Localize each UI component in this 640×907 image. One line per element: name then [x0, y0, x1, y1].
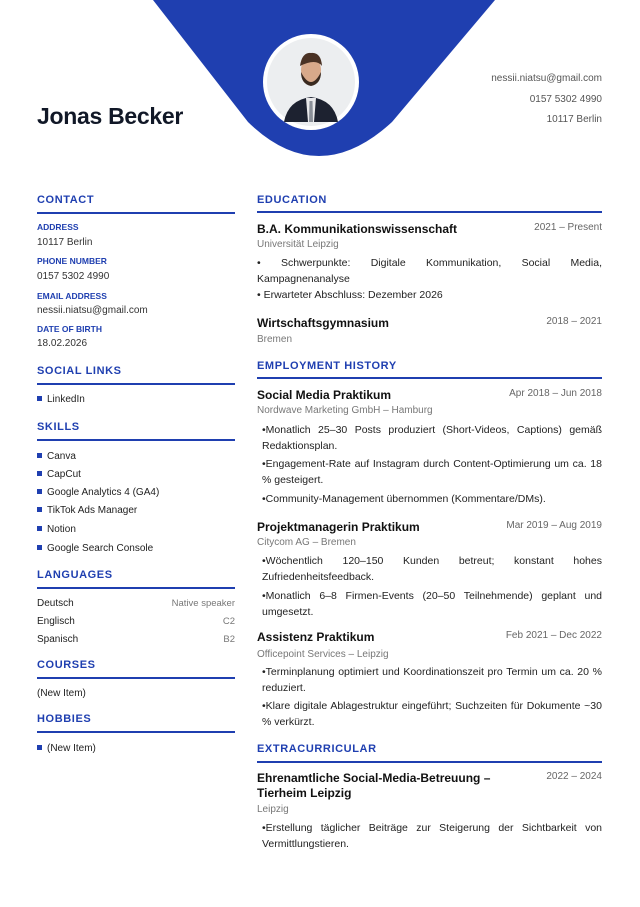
bullet-square-icon: [37, 545, 42, 550]
employment-heading: EMPLOYMENT HISTORY: [257, 360, 397, 372]
job-company: Nordwave Marketing GmbH – Hamburg: [257, 405, 433, 416]
education-bullet: • Schwerpunkte: Digitale Kommunikation, Social Media, Kampagnenanalyse: [257, 257, 602, 285]
divider: [257, 211, 602, 213]
activity-title: Ehrenamtliche Social-Media-Betreuung – Tierheim Leipzig: [257, 771, 491, 800]
dob-value: 18.02.2026: [37, 338, 88, 349]
hobbies-heading: HOBBIES: [37, 713, 92, 725]
job-company: Citycom AG – Bremen: [257, 537, 356, 548]
job-title: Social Media Praktikum: [257, 388, 392, 402]
job-bullet: •Engagement-Rate auf Instagram durch Content-Optimierung um ca. 18 % gesteigert.: [262, 458, 602, 486]
education-bullet: • Erwarteter Abschluss: Dezember 2026: [257, 289, 443, 301]
skill-item: Google Search Console: [37, 543, 153, 554]
job-title: Assistenz Praktikum: [257, 630, 375, 644]
education-heading: EDUCATION: [257, 194, 327, 206]
skills-heading: SKILLS: [37, 421, 80, 433]
divider: [37, 731, 235, 733]
divider: [37, 677, 235, 679]
skill-item: CapCut: [37, 469, 81, 480]
hobby-item: (New Item): [37, 743, 96, 754]
job-bullet: •Klare digitale Ablagestruktur eingeführt; Suchzeiten für Dokumente ~30 % verkürzt.: [262, 700, 602, 728]
phone-label: PHONE NUMBER: [37, 256, 107, 266]
job-title: Projektmanagerin Praktikum: [257, 520, 420, 534]
extracurricular-heading: EXTRACURRICULAR: [257, 743, 377, 755]
divider: [37, 587, 235, 589]
divider: [257, 377, 602, 379]
social-link-linkedin[interactable]: LinkedIn: [37, 394, 85, 405]
header-phone: 0157 5302 4990: [529, 94, 602, 105]
courses-heading: COURSES: [37, 659, 96, 671]
bullet-square-icon: [37, 396, 42, 401]
job-bullet: •Monatlich 25–30 Posts produziert (Short-Videos, Captions) gemäß Redaktionsplan.: [262, 424, 602, 452]
activity-bullet: •Erstellung täglicher Beiträge zur Steigerung der Sichtbarkeit von Vermittlungstieren.: [262, 822, 602, 850]
header-shape: [0, 0, 640, 180]
skill-item: Notion: [37, 524, 76, 535]
address-label: ADDRESS: [37, 222, 79, 232]
education-title: B.A. Kommunikationswissenschaft: [257, 222, 458, 236]
divider: [257, 761, 602, 763]
address-value: 10117 Berlin: [37, 237, 93, 248]
divider: [37, 383, 235, 385]
candidate-name: Jonas Becker: [37, 103, 183, 129]
phone-value: 0157 5302 4990: [37, 271, 110, 282]
bullet-square-icon: [37, 471, 42, 476]
job-bullet: •Monatlich 6–8 Firmen-Events (20–50 Teilnehmende) geplant und umgesetzt.: [262, 590, 602, 618]
education-title: Wirtschaftsgymnasium: [257, 316, 389, 330]
education-school: Universität Leipzig: [257, 239, 339, 250]
bullet-square-icon: [37, 526, 42, 531]
education-date: 2018 – 2021: [546, 316, 602, 327]
language-row: Spanisch B2: [37, 634, 235, 645]
languages-heading: LANGUAGES: [37, 569, 113, 581]
email-value: nessii.niatsu@gmail.com: [37, 305, 148, 316]
bullet-square-icon: [37, 745, 42, 750]
language-row: Englisch C2: [37, 616, 235, 627]
skill-item: TikTok Ads Manager: [37, 505, 137, 516]
skill-item: Canva: [37, 451, 76, 462]
job-bullet: •Terminplanung optimiert und Koordinationszeit pro Termin um ca. 20 % reduziert.: [262, 666, 602, 694]
education-date: 2021 – Present: [534, 222, 602, 233]
job-date: Mar 2019 – Aug 2019: [506, 520, 602, 531]
bullet-square-icon: [37, 453, 42, 458]
activity-location: Leipzig: [257, 804, 289, 815]
bullet-square-icon: [37, 489, 42, 494]
social-links-heading: SOCIAL LINKS: [37, 365, 122, 377]
education-school: Bremen: [257, 334, 293, 345]
header-city: 10117 Berlin: [546, 114, 602, 125]
job-date: Apr 2018 – Jun 2018: [509, 388, 602, 399]
job-company: Officepoint Services – Leipzig: [257, 649, 389, 660]
divider: [37, 439, 235, 441]
skill-item: Google Analytics 4 (GA4): [37, 487, 159, 498]
dob-label: DATE OF BIRTH: [37, 324, 103, 334]
job-bullet: •Community-Management übernommen (Kommentare/DMs).: [262, 493, 546, 505]
language-row: Deutsch Native speaker: [37, 598, 235, 609]
job-date: Feb 2021 – Dec 2022: [505, 630, 602, 641]
contact-heading: CONTACT: [37, 194, 95, 206]
course-item: (New Item): [37, 688, 86, 699]
job-bullet: •Wöchentlich 120–150 Kunden betreut; konstant hohes Zufriedenheitsfeedback.: [262, 555, 602, 583]
bullet-square-icon: [37, 507, 42, 512]
header-email: nessii.niatsu@gmail.com: [491, 73, 602, 84]
activity-date: 2022 – 2024: [546, 771, 602, 782]
email-label: EMAIL ADDRESS: [37, 291, 107, 301]
divider: [37, 212, 235, 214]
